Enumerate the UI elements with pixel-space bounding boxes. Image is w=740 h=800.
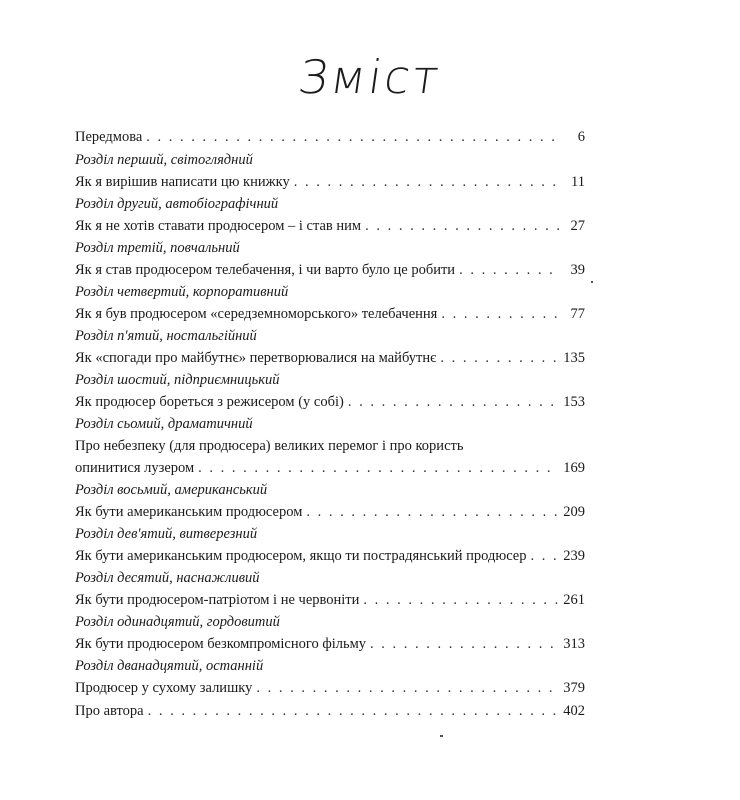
chapter-heading: Розділ дванадцятий, останній xyxy=(75,658,264,674)
dot-leader xyxy=(365,215,559,237)
toc-line xyxy=(75,545,585,567)
page-number: 209 xyxy=(563,504,585,520)
toc-entry-chapter-10 xyxy=(75,567,585,611)
toc-entry-title: Про автора xyxy=(75,703,144,719)
page-number: 153 xyxy=(563,394,585,410)
toc-entry-title: Як бути американським продюсером, якщо ти пострадянський продюсер xyxy=(75,548,527,564)
toc-entry-about-author xyxy=(75,700,585,722)
toc-entry-title: Як я не хотів ставати продюсером – і став ним xyxy=(75,218,362,234)
toc-entry-title: Як я став продюсером телебачення, і чи варто було це робити xyxy=(75,262,456,278)
dot-leader xyxy=(148,700,559,722)
dot-leader xyxy=(370,633,559,655)
page-number: 39 xyxy=(570,262,585,278)
chapter-heading: Розділ сьомий, драматичний xyxy=(75,416,253,432)
chapter-heading: Розділ п'ятий, ностальгійний xyxy=(75,328,257,344)
chapter-heading: Розділ одинадцятий, гордовитий xyxy=(75,614,280,630)
toc-entry-title: Як я був продюсером «середземноморського» телебачення xyxy=(75,306,438,322)
dot-leader xyxy=(146,126,559,148)
toc-entry-title: Продюсер у сухому залишку xyxy=(75,680,253,696)
toc-line xyxy=(75,126,585,148)
toc-line xyxy=(75,391,585,413)
toc-entry-title: Передмова xyxy=(75,129,143,145)
toc-entry-chapter-11 xyxy=(75,611,585,655)
chapter-heading: Розділ десятий, наснажливий xyxy=(75,570,260,586)
toc-entry-chapter-9 xyxy=(75,523,585,567)
dot-leader xyxy=(531,545,560,567)
page-number: 239 xyxy=(563,548,585,564)
toc-entry-preface xyxy=(75,126,585,148)
dot-leader xyxy=(459,259,559,281)
toc-line xyxy=(75,700,585,722)
toc-entry-chapter-1 xyxy=(75,149,585,193)
toc-entry-chapter-8 xyxy=(75,479,585,523)
chapter-heading: Розділ перший, світоглядний xyxy=(75,152,253,168)
toc-entry-title-line-1: Про небезпеку (для продюсера) великих перемог і про користь xyxy=(75,438,464,454)
toc-line xyxy=(75,303,585,325)
page-title: Зміст xyxy=(295,50,445,104)
chapter-heading: Розділ восьмий, американський xyxy=(75,482,268,498)
toc-line xyxy=(75,457,585,479)
page-number: 379 xyxy=(563,680,585,696)
page-number: 135 xyxy=(563,350,585,366)
toc-entry-chapter-12 xyxy=(75,655,585,699)
dot-leader xyxy=(363,589,559,611)
dot-leader xyxy=(440,347,559,369)
chapter-heading: Розділ другий, автобіографічний xyxy=(75,196,279,212)
toc-entry-chapter-2 xyxy=(75,193,585,237)
page-number: 402 xyxy=(563,703,585,719)
dot-leader xyxy=(441,303,559,325)
page-number: 313 xyxy=(563,636,585,652)
page-number: 11 xyxy=(571,174,585,190)
toc-entry-title: Як продюсер бореться з режисером (у собі) xyxy=(75,394,344,410)
toc-line xyxy=(75,171,585,193)
toc-entry-title-line-2: опинитися лузером xyxy=(75,460,195,476)
scan-speck xyxy=(591,281,593,283)
chapter-heading: Розділ третій, повчальний xyxy=(75,240,240,256)
chapter-heading: Розділ четвертий, корпоративний xyxy=(75,284,289,300)
chapter-heading: Розділ дев'ятий, витверезний xyxy=(75,526,258,542)
toc-line xyxy=(75,347,585,369)
dot-leader xyxy=(198,457,559,479)
toc-entry-title: Як бути продюсером-патріотом і не червоніти xyxy=(75,592,360,608)
toc-line xyxy=(75,589,585,611)
toc-line xyxy=(75,215,585,237)
toc-line xyxy=(75,501,585,523)
toc-entry-chapter-5 xyxy=(75,325,585,369)
toc-entry-chapter-3 xyxy=(75,237,585,281)
toc-entry-title: Як бути американським продюсером xyxy=(75,504,303,520)
page-number: 27 xyxy=(570,218,585,234)
toc-entry-title: Як «спогади про майбутнє» перетворювалися на майбутнє xyxy=(75,350,437,366)
scan-speck xyxy=(440,735,443,737)
toc-entry-chapter-7 xyxy=(75,413,585,479)
page-number: 77 xyxy=(570,306,585,322)
dot-leader xyxy=(306,501,559,523)
toc-entry-title: Як я вирішив написати цю книжку xyxy=(75,174,290,190)
toc-entry-chapter-6 xyxy=(75,369,585,413)
dot-leader xyxy=(294,171,559,193)
chapter-heading: Розділ шостий, підприємницький xyxy=(75,372,280,388)
table-of-contents xyxy=(75,126,585,722)
toc-line xyxy=(75,259,585,281)
page-number: 261 xyxy=(563,592,585,608)
dot-leader xyxy=(256,677,559,699)
page-number: 6 xyxy=(577,129,585,145)
dot-leader xyxy=(348,391,559,413)
toc-entry-chapter-4 xyxy=(75,281,585,325)
page-number: 169 xyxy=(563,460,585,476)
toc-line xyxy=(75,677,585,699)
toc-entry-title: Як бути продюсером безкомпромісного фільму xyxy=(75,636,367,652)
toc-line xyxy=(75,633,585,655)
